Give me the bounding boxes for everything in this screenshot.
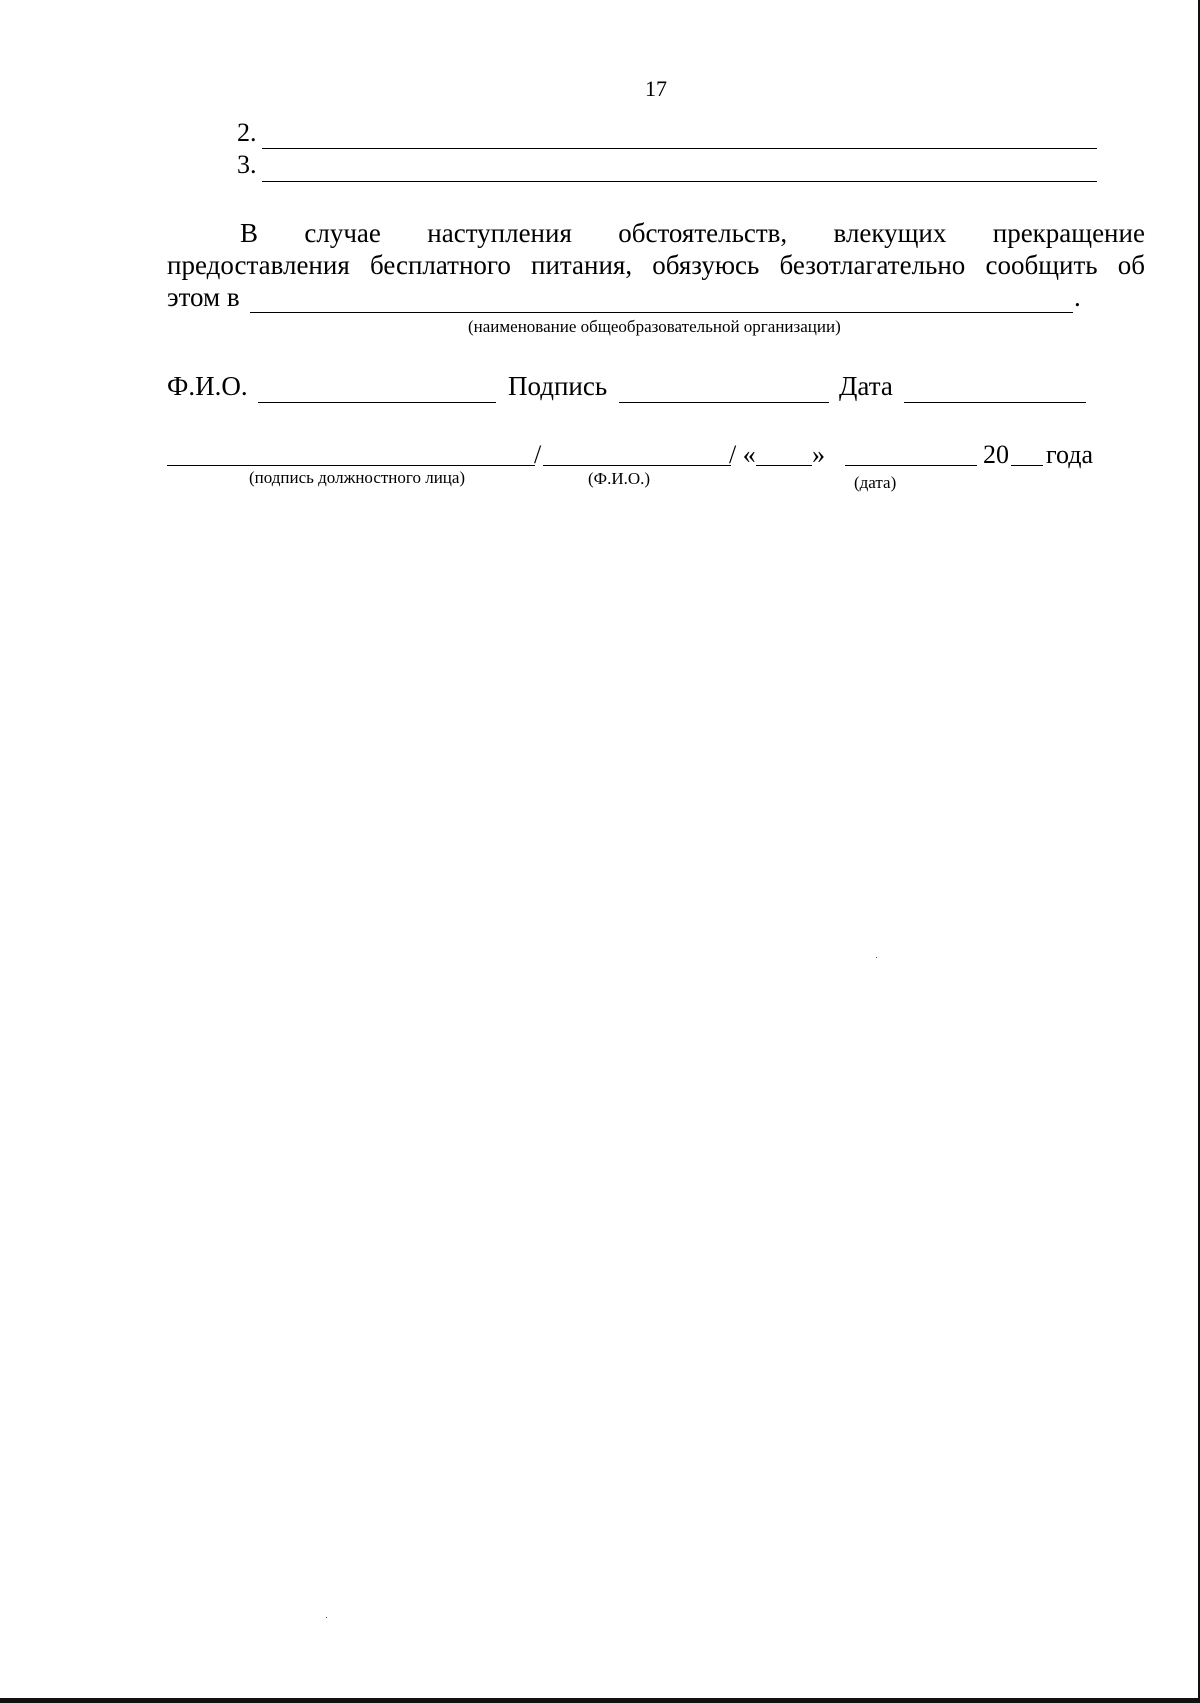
paragraph-word: наступления — [427, 218, 572, 248]
paragraph-word: В — [240, 218, 259, 248]
paragraph-word: об — [1117, 250, 1145, 280]
paragraph-word: питания, — [531, 250, 633, 280]
organization-name-blank-line[interactable] — [250, 312, 1073, 313]
list-item-blank-line[interactable] — [262, 148, 1097, 149]
scan-speck — [876, 957, 877, 958]
month-blank-line[interactable] — [845, 465, 977, 466]
list-item-blank-line[interactable] — [262, 181, 1097, 182]
paragraph-word: бесплатного — [369, 250, 511, 280]
organization-name-caption: (наименование общеобразовательной организации) — [468, 317, 841, 336]
official-signature-blank-line[interactable] — [167, 465, 535, 466]
fio-blank-line[interactable] — [258, 402, 496, 403]
paragraph-line-3-period: . — [1074, 282, 1081, 312]
day-blank-line[interactable] — [756, 465, 812, 466]
date-caption: (дата) — [854, 473, 897, 492]
scan-speck — [326, 1617, 327, 1618]
signature-blank-line[interactable] — [619, 402, 829, 403]
paragraph-word: обстоятельств, — [618, 218, 788, 248]
paragraph-word: обязуюсь — [652, 250, 760, 280]
page-number: 17 — [645, 76, 667, 101]
page-edge-bottom — [0, 1698, 1200, 1703]
date-blank-line[interactable] — [904, 402, 1086, 403]
list-item-marker: 2. — [237, 118, 257, 147]
paragraph-word: сообщить — [985, 250, 1098, 280]
separator-slash-quote: / « — [729, 440, 756, 469]
separator-slash: / — [534, 440, 542, 469]
official-signature-caption: (подпись должностного лица) — [249, 468, 466, 487]
quote-close: » — [812, 440, 825, 469]
official-fio-blank-line[interactable] — [543, 465, 731, 466]
paragraph-word: прекращение — [992, 218, 1145, 248]
paragraph-word: безотлагательно — [779, 250, 966, 280]
year-suffix: года — [1046, 440, 1094, 469]
paragraph-word: предоставления — [167, 250, 350, 280]
date-label: Дата — [839, 371, 893, 401]
paragraph-word: случае — [304, 218, 381, 248]
paragraph-word: влекущих — [833, 218, 947, 248]
fio-label: Ф.И.О. — [167, 371, 248, 401]
year-blank-line[interactable] — [1011, 465, 1043, 466]
list-item-marker: 3. — [237, 150, 257, 179]
paragraph-line-1 — [240, 218, 1145, 249]
paragraph-line-2 — [167, 250, 1145, 281]
year-prefix: 20 — [983, 440, 1009, 469]
official-fio-caption: (Ф.И.О.) — [588, 469, 651, 488]
signature-label: Подпись — [508, 371, 608, 401]
paragraph-line-3-prefix: этом в — [167, 282, 240, 312]
